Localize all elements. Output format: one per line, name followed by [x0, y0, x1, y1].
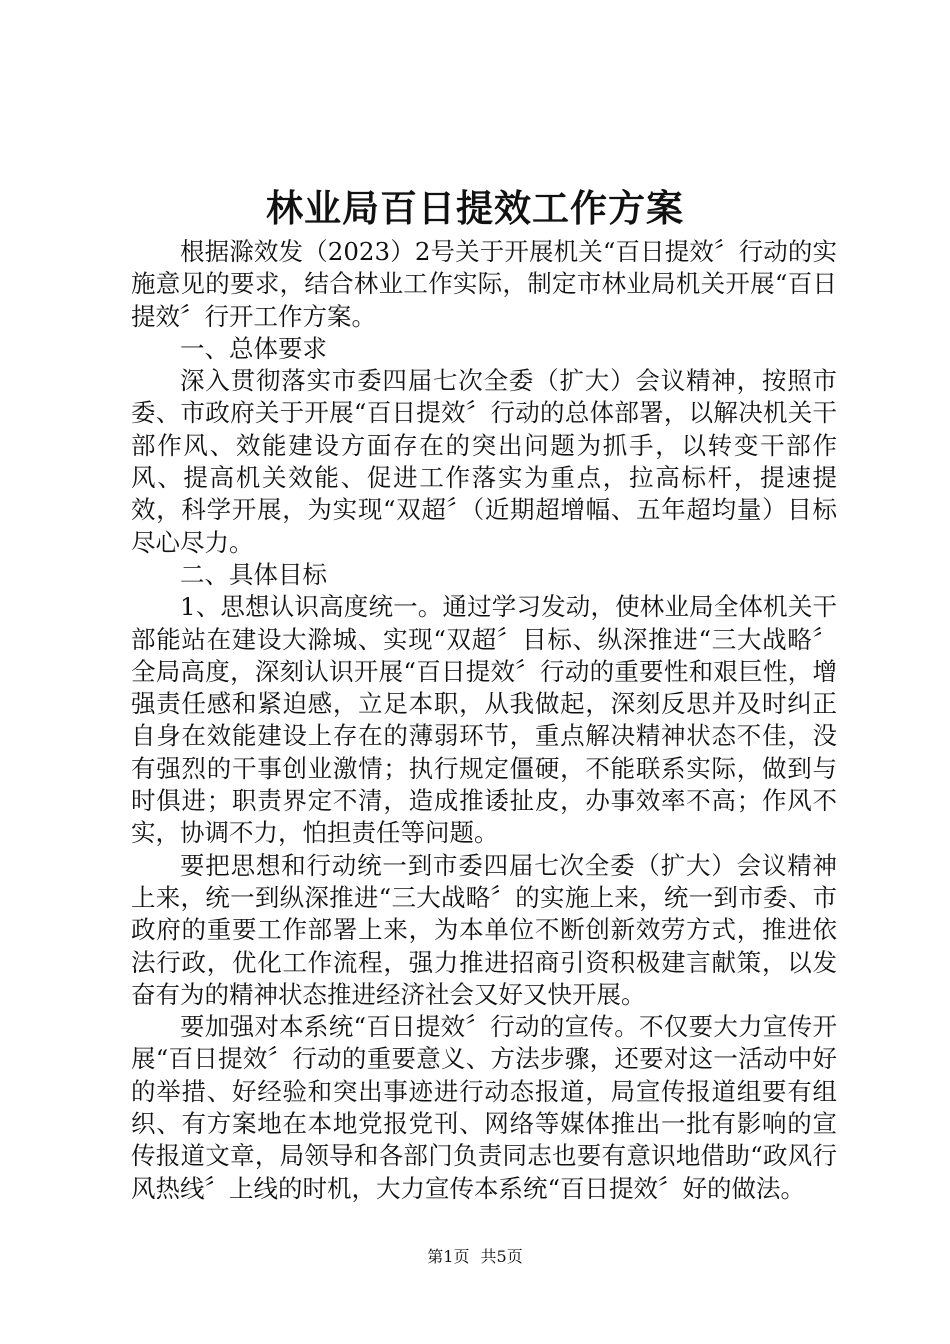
intro-paragraph: 根据滁效发（2023）2号关于开展机关“百日提效〞行动的实施意见的要求，结合林业工作实际，制定市林业局机关开展“百日提效〞行开工作方案。	[131, 237, 837, 331]
page-number: 第1页	[427, 1247, 470, 1266]
goal-item-1-paragraph: 1、思想认识高度统一。通过学习发动，使林业局全体机关干部能站在建设大滁城、实现“双超〞目标、纵深推进“三大战略〞全局高度，深刻认识开展“百日提效〞行动的重要性和艰巨性，增强责任感和紧迫感，立足本职，从我做起，深刻反思并及时纠正自身在效能建设上存在的薄弱环节，重点解决精神状态不佳，没有强烈的干事创业激情；执行规定僵硬，不能联系实际，做到与时俱进；职责界定不清，造成推诿扯皮，办事效率不高；作风不实，协调不力，怕担责任等问题。	[131, 592, 837, 848]
section-heading-general-requirements: 一、总体要求	[180, 333, 327, 363]
page-footer	[0, 1246, 950, 1268]
document-body	[131, 236, 837, 1205]
section-heading-specific-goals: 二、具体目标	[180, 559, 327, 589]
page-total: 共5页	[480, 1247, 523, 1266]
document-title: 林业局百日提效工作方案	[266, 186, 684, 230]
unify-thinking-paragraph: 要把思想和行动统一到市委四届七次全委（扩大）会议精神上来，统一到纵深推进“三大战略〞的实施上来，统一到市委、市政府的重要工作部署上来，为本单位不断创新效劳方式，推进依法行政，优化工作流程，强力推进招商引资积极建言献策，以发奋有为的精神状态推进经济社会又好又快开展。	[131, 850, 837, 1009]
general-requirements-paragraph: 深入贯彻落实市委四届七次全委（扩大）会议精神，按照市委、市政府关于开展“百日提效〞行动的总体部署，以解决机关干部作风、效能建设方面存在的突出问题为抓手，以转变干部作风、提高机关效能、促进工作落实为重点，拉高标杆，提速提效，科学开展，为实现“双超〞（近期超增幅、五年超均量）目标尽心尽力。	[131, 366, 837, 557]
publicity-paragraph: 要加强对本系统“百日提效〞行动的宣传。不仅要大力宣传开展“百日提效〞行动的重要意义、方法步骤，还要对这一活动中好的举措、好经验和突出事迹进行动态报道，局宣传报道组要有组织、有方案地在本地党报党刊、网络等媒体推出一批有影响的宣传报道文章，局领导和各部门负责同志也要有意识地借助“政风行风热线〞上线的时机，大力宣传本系统“百日提效〞好的做法。	[131, 1012, 837, 1203]
